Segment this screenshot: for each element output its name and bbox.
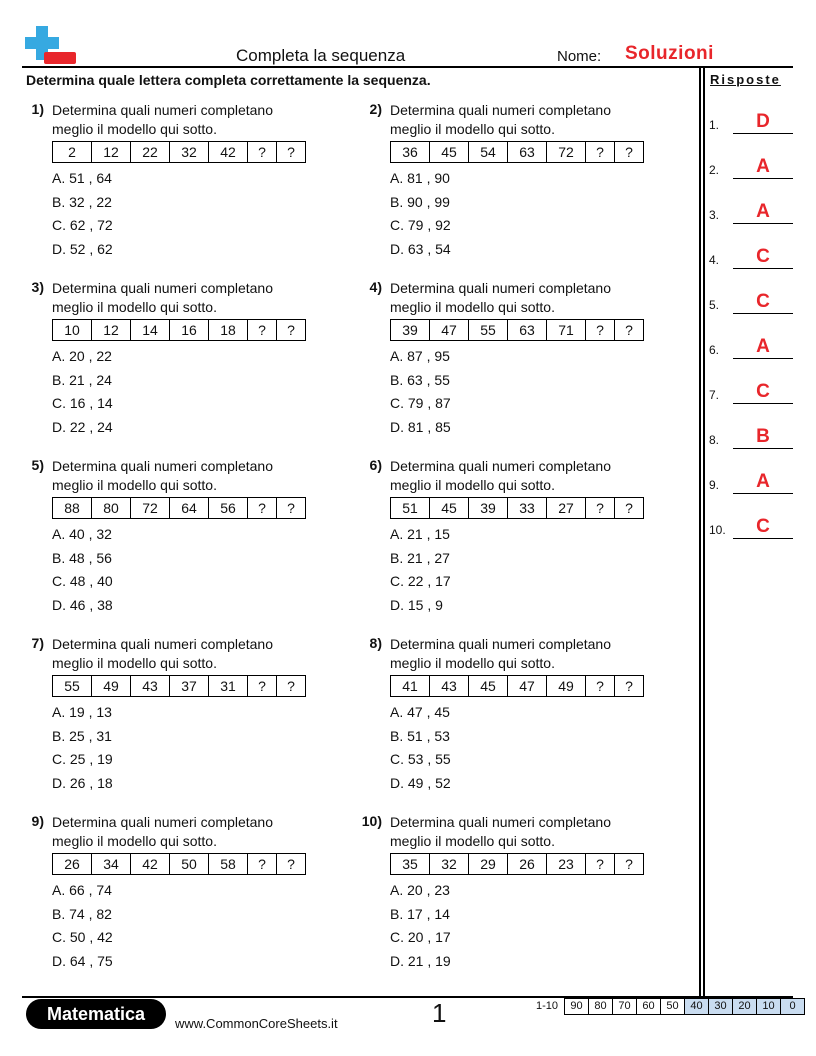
sequence-cell: 36 [391, 142, 430, 162]
answers-divider [699, 66, 701, 996]
answers-divider-inner [703, 66, 705, 996]
sequence-cell: ? [586, 854, 615, 874]
answer-item [709, 337, 793, 359]
answer-option: A. 66 , 74 [52, 882, 112, 898]
sequence-cell: 55 [53, 676, 92, 696]
answer-line [733, 313, 793, 314]
score-cell: 60 [637, 998, 661, 1015]
answer-option: A. 87 , 95 [390, 348, 450, 364]
sequence-cell: ? [586, 498, 615, 518]
answer-line [733, 358, 793, 359]
answer-option: B. 51 , 53 [390, 727, 450, 744]
sequence-cell: 45 [430, 498, 469, 518]
sequence-cell: 58 [209, 854, 248, 874]
question-line-1: Determina quali numeri completano [52, 636, 273, 652]
answer-item [709, 472, 793, 494]
question-text [52, 813, 273, 851]
question-line-2: meglio il modello qui sotto. [390, 299, 555, 315]
answer-option: A. 19 , 13 [52, 704, 112, 720]
answer-number: 3. [709, 208, 720, 222]
sequence-cell: ? [287, 678, 295, 694]
sequence-cell: ? [625, 500, 633, 516]
answer-line [733, 538, 793, 539]
sequence-cell: 49 [92, 676, 131, 696]
question-line-1: Determina quali numeri completano [52, 814, 273, 830]
answer-letter: D [756, 111, 770, 132]
answer-letter: C [756, 291, 770, 312]
sequence-box [390, 853, 644, 875]
answer-option: C. 22 , 17 [390, 573, 451, 589]
answer-number: 7. [709, 388, 720, 402]
question-line-1: Determina quali numeri completano [52, 458, 273, 474]
question-number: 5) [31, 457, 44, 473]
sequence-cell: 64 [170, 498, 209, 518]
sequence-cell: 14 [131, 320, 170, 340]
brand-badge: Matematica [26, 999, 166, 1029]
sequence-cell: ? [287, 144, 295, 160]
score-cell: 0 [781, 998, 805, 1015]
question-line-1: Determina quali numeri completano [52, 280, 273, 296]
sequence-cell: 35 [391, 854, 430, 874]
sequence-cell: ? [248, 320, 277, 340]
sequence-cell: 23 [547, 854, 586, 874]
answer-option: B. 32 , 22 [52, 193, 112, 210]
sequence-cell: 63 [508, 320, 547, 340]
answer-number: 5. [709, 298, 720, 312]
answer-item [709, 292, 793, 314]
answer-option: D. 64 , 75 [52, 952, 113, 969]
question-text [390, 635, 611, 673]
question-line-2: meglio il modello qui sotto. [52, 477, 217, 493]
answer-option: B. 21 , 27 [390, 549, 450, 566]
sequence-box [390, 319, 644, 341]
answer-option: D. 26 , 18 [52, 774, 113, 791]
sequence-cell: 72 [131, 498, 170, 518]
answer-option: A. 20 , 23 [390, 882, 450, 898]
question-number: 7) [31, 635, 44, 651]
answer-item [709, 247, 793, 269]
plus-minus-logo-icon [22, 24, 78, 66]
answer-option: B. 63 , 55 [390, 371, 450, 388]
answer-line [733, 493, 793, 494]
answer-option: A. 21 , 15 [390, 526, 450, 542]
sequence-cell: 31 [209, 676, 248, 696]
score-cell: 20 [733, 998, 757, 1015]
sequence-cell: 71 [547, 320, 586, 340]
question-number: 1) [31, 101, 44, 117]
question-line-2: meglio il modello qui sotto. [390, 477, 555, 493]
page-number: 1 [432, 998, 447, 1028]
sequence-cell: 63 [508, 142, 547, 162]
answer-line [733, 268, 793, 269]
question-text [390, 279, 611, 317]
question-number: 2) [369, 101, 382, 117]
sequence-cell: ? [248, 854, 277, 874]
answer-number: 8. [709, 433, 720, 447]
answer-option: C. 53 , 55 [390, 751, 451, 767]
question-number: 4) [369, 279, 382, 295]
sequence-cell: 22 [131, 142, 170, 162]
answer-option: C. 20 , 17 [390, 929, 451, 945]
answer-number: 9. [709, 478, 720, 492]
sequence-box [52, 141, 306, 163]
question-text [390, 813, 611, 851]
sequence-cell: 55 [469, 320, 508, 340]
question-number: 9) [31, 813, 44, 829]
score-cell: 80 [589, 998, 613, 1015]
sequence-cell: 12 [92, 142, 131, 162]
question-line-2: meglio il modello qui sotto. [390, 121, 555, 137]
question-line-1: Determina quali numeri completano [390, 280, 611, 296]
sequence-cell: 43 [430, 676, 469, 696]
answer-option: B. 17 , 14 [390, 905, 450, 922]
sequence-cell: 56 [209, 498, 248, 518]
sequence-cell: 72 [547, 142, 586, 162]
sequence-cell: 16 [170, 320, 209, 340]
sequence-box [390, 141, 644, 163]
answer-option: D. 52 , 62 [52, 240, 113, 257]
sequence-cell: 32 [430, 854, 469, 874]
question-line-2: meglio il modello qui sotto. [390, 833, 555, 849]
question-text [52, 101, 273, 139]
answer-line [733, 223, 793, 224]
sequence-cell: 80 [92, 498, 131, 518]
answer-number: 10. [709, 523, 726, 537]
score-range-label: 1-10 [535, 1000, 559, 1012]
sequence-cell: 2 [53, 142, 92, 162]
answer-option: C. 48 , 40 [52, 573, 113, 589]
sequence-cell: 50 [170, 854, 209, 874]
score-cell: 30 [709, 998, 733, 1015]
sequence-box [390, 675, 644, 697]
answer-item [709, 202, 793, 224]
answer-letter: B [756, 426, 770, 447]
sequence-cell: 42 [131, 854, 170, 874]
answer-letter: C [756, 246, 770, 267]
sequence-cell: 39 [469, 498, 508, 518]
question-line-1: Determina quali numeri completano [52, 102, 273, 118]
sequence-cell: 47 [430, 320, 469, 340]
name-value: Soluzioni [625, 43, 714, 64]
answer-letter: C [756, 381, 770, 402]
answer-letter: A [756, 156, 770, 177]
answer-option: A. 20 , 22 [52, 348, 112, 364]
sequence-cell: 12 [92, 320, 131, 340]
answer-option: B. 48 , 56 [52, 549, 112, 566]
sequence-cell: 45 [469, 676, 508, 696]
sequence-cell: 33 [508, 498, 547, 518]
answer-option: C. 79 , 92 [390, 217, 451, 233]
question-line-2: meglio il modello qui sotto. [52, 121, 217, 137]
sequence-cell: 26 [53, 854, 92, 874]
answer-option: C. 50 , 42 [52, 929, 113, 945]
question-line-1: Determina quali numeri completano [390, 636, 611, 652]
answer-line [733, 178, 793, 179]
sequence-cell: ? [586, 142, 615, 162]
answer-number: 1. [709, 118, 720, 132]
answer-line [733, 403, 793, 404]
answers-title: Risposte [710, 72, 781, 87]
question-line-1: Determina quali numeri completano [390, 814, 611, 830]
answer-letter: A [756, 471, 770, 492]
question-text [390, 457, 611, 495]
answer-option: C. 25 , 19 [52, 751, 113, 767]
answer-option: C. 62 , 72 [52, 217, 113, 233]
question-text [52, 635, 273, 673]
answer-option: D. 81 , 85 [390, 418, 451, 435]
answer-line [733, 448, 793, 449]
answer-number: 4. [709, 253, 720, 267]
name-label: Nome: [557, 48, 602, 65]
sequence-cell: 26 [508, 854, 547, 874]
sequence-cell: 32 [170, 142, 209, 162]
answer-option: A. 51 , 64 [52, 170, 112, 186]
question-line-2: meglio il modello qui sotto. [52, 655, 217, 671]
sequence-cell: 34 [92, 854, 131, 874]
sequence-cell: ? [625, 856, 633, 872]
answer-line [733, 133, 793, 134]
answer-option: D. 15 , 9 [390, 596, 443, 613]
answer-option: D. 22 , 24 [52, 418, 113, 435]
answer-option: B. 74 , 82 [52, 905, 112, 922]
answer-option: B. 90 , 99 [390, 193, 450, 210]
answer-letter: A [756, 201, 770, 222]
score-table [530, 998, 805, 1015]
answer-option: C. 79 , 87 [390, 395, 451, 411]
sequence-cell: ? [586, 320, 615, 340]
sequence-cell: ? [625, 144, 633, 160]
answer-option: B. 25 , 31 [52, 727, 112, 744]
sequence-cell: 18 [209, 320, 248, 340]
sequence-cell: 10 [53, 320, 92, 340]
score-cell: 50 [661, 998, 685, 1015]
answer-option: D. 21 , 19 [390, 952, 451, 969]
score-cell: 70 [613, 998, 637, 1015]
question-line-1: Determina quali numeri completano [390, 102, 611, 118]
answer-option: A. 81 , 90 [390, 170, 450, 186]
question-text [52, 457, 273, 495]
sequence-cell: ? [586, 676, 615, 696]
sequence-cell: 37 [170, 676, 209, 696]
question-line-1: Determina quali numeri completano [390, 458, 611, 474]
answer-option: A. 40 , 32 [52, 526, 112, 542]
sequence-cell: 43 [131, 676, 170, 696]
sequence-box [52, 853, 306, 875]
instructions: Determina quale lettera completa correttamente la sequenza. [26, 72, 431, 88]
answer-item [709, 382, 793, 404]
question-number: 10) [361, 813, 382, 829]
website-link[interactable]: www.CommonCoreSheets.it [175, 1016, 338, 1031]
score-cell: 10 [757, 998, 781, 1015]
sequence-cell: 41 [391, 676, 430, 696]
question-line-2: meglio il modello qui sotto. [390, 655, 555, 671]
answer-item [709, 112, 793, 134]
answer-item [709, 517, 793, 539]
sequence-cell: 54 [469, 142, 508, 162]
sequence-cell: ? [625, 322, 633, 338]
sequence-cell: 51 [391, 498, 430, 518]
question-number: 8) [369, 635, 382, 651]
score-cell: 40 [685, 998, 709, 1015]
sequence-cell: 29 [469, 854, 508, 874]
sequence-box [52, 675, 306, 697]
answer-option: B. 21 , 24 [52, 371, 112, 388]
page-title: Completa la sequenza [236, 46, 406, 65]
sequence-cell: 27 [547, 498, 586, 518]
question-number: 3) [31, 279, 44, 295]
answer-item [709, 157, 793, 179]
sequence-cell: ? [248, 142, 277, 162]
answer-letter: C [756, 516, 770, 537]
answer-number: 6. [709, 343, 720, 357]
question-text [390, 101, 611, 139]
answer-item [709, 427, 793, 449]
answer-option: D. 49 , 52 [390, 774, 451, 791]
sequence-cell: ? [287, 500, 295, 516]
answer-letter: A [756, 336, 770, 357]
sequence-cell: 45 [430, 142, 469, 162]
sequence-box [52, 497, 306, 519]
sequence-box [390, 497, 644, 519]
sequence-cell: ? [248, 676, 277, 696]
sequence-cell: 88 [53, 498, 92, 518]
sequence-cell: 39 [391, 320, 430, 340]
question-number: 6) [369, 457, 382, 473]
question-line-2: meglio il modello qui sotto. [52, 299, 217, 315]
question-line-2: meglio il modello qui sotto. [52, 833, 217, 849]
answer-option: D. 63 , 54 [390, 240, 451, 257]
answer-option: D. 46 , 38 [52, 596, 113, 613]
sequence-cell: 47 [508, 676, 547, 696]
header-divider [22, 66, 793, 68]
sequence-cell: ? [287, 322, 295, 338]
sequence-cell: ? [287, 856, 295, 872]
answer-option: A. 47 , 45 [390, 704, 450, 720]
sequence-cell: 49 [547, 676, 586, 696]
sequence-cell: ? [625, 678, 633, 694]
question-text [52, 279, 273, 317]
answer-number: 2. [709, 163, 720, 177]
score-cell: 90 [564, 998, 589, 1015]
sequence-cell: 42 [209, 142, 248, 162]
sequence-cell: ? [248, 498, 277, 518]
sequence-box [52, 319, 306, 341]
answer-option: C. 16 , 14 [52, 395, 113, 411]
